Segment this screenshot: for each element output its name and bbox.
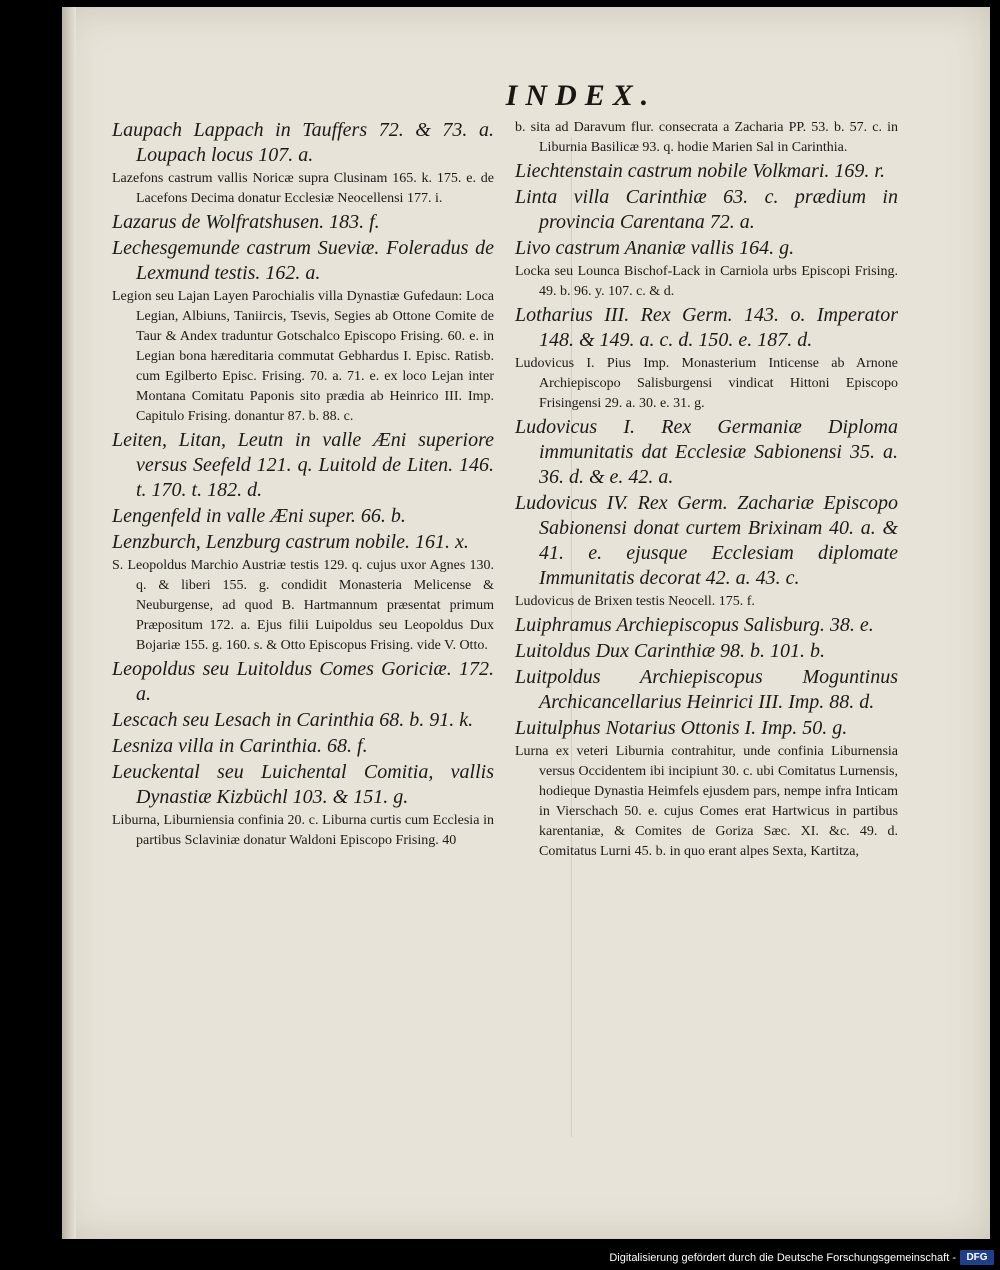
index-entry: Ludovicus I. Rex Germaniæ Diploma immunitatis dat Ecclesiæ Sabionensi 35. a. 36. d. & e. 42. a.	[515, 416, 898, 488]
index-entry: Laupach Lappach in Tauffers 72. & 73. a. Loupach locus 107. a.	[112, 119, 494, 166]
index-entry: Lazarus de Wolfratshusen. 183. f.	[112, 211, 380, 233]
index-entry: Legion seu Lajan Layen Parochialis villa Dynastiæ Gufedaun: Loca Legian, Albiuns, Taniircis, Tsevis, Segies ab Ottone Comite de Taur & Andex traduntur Gotschalco Episcopo Frising. 60. e. in Legian bona hæreditaria commutat Gebhardus I. Episc. Ratisb. cum Egilberto Episc. Frising. 70. a. 71. e. ex loco Lejan inter Montana Comitatu Paponis sito prædia ab Heinrico III. Imp. Capitulo Frising. donantur 87. b. 88. c.	[112, 289, 494, 424]
index-entry: Liechtenstain castrum nobile Volkmari. 169. r.	[515, 160, 885, 182]
index-entry: Lesniza villa in Carinthia. 68. f.	[112, 735, 368, 757]
index-entry: Lazefons castrum vallis Noricæ supra Clusinam 165. k. 175. e. de Lacefons Decima donatur Ecclesiæ Neocellensi 177. i.	[112, 171, 494, 206]
index-entry: Leuckental seu Luichental Comitia, vallis Dynastiæ Kizbüchl 103. & 151. g.	[112, 761, 494, 808]
index-entry: Leopoldus seu Luitoldus Comes Goriciæ. 172. a.	[112, 658, 494, 705]
index-entry: Lengenfeld in valle Æni super. 66. b.	[112, 505, 406, 527]
index-entry: Liburna, Liburniensia confinia 20. c. Liburna curtis cum Ecclesia in partibus Sclaviniæ donatur Waldoni Episcopo Frising. 40	[112, 813, 494, 848]
index-entry: Leiten, Litan, Leutn in valle Æni superiore versus Seefeld 121. q. Luitold de Liten. 146. t. 170. t. 182. d.	[112, 429, 494, 501]
index-entry: Lescach seu Lesach in Carinthia 68. b. 91. k.	[112, 709, 474, 731]
index-entry: Ludovicus de Brixen testis Neocell. 175. f.	[515, 594, 755, 609]
index-entry: Livo castrum Ananiæ vallis 164. g.	[515, 237, 795, 259]
index-entry: b. sita ad Daravum flur. consecrata a Zacharia PP. 53. b. 57. c. in Liburnia Basilicæ 93. q. hodie Marien Sal in Carinthia.	[515, 120, 898, 155]
index-entry: Luitpoldus Archiepiscopus Moguntinus Archicancellarius Heinrici III. Imp. 88. d.	[515, 666, 898, 713]
index-entry: Lechesgemunde castrum Sueviæ. Foleradus de Lexmund testis. 162. a.	[112, 237, 494, 284]
index-entry: Ludovicus I. Pius Imp. Monasterium Inticense ab Arnone Archiepiscopo Salisburgensi vindicat Hittoni Episcopo Frisingensi 29. a. 30. e. 31. g.	[515, 356, 898, 411]
index-entry: Lenzburch, Lenzburg castrum nobile. 161. x.	[112, 531, 469, 553]
index-entry: Linta villa Carinthiæ 63. c. prædium in provincia Carentana 72. a.	[515, 186, 898, 233]
index-entry: Luitulphus Notarius Ottonis I. Imp. 50. g.	[515, 717, 848, 739]
index-entry: Lotharius III. Rex Germ. 143. o. Imperator 148. & 149. a. c. d. 150. e. 187. d.	[515, 304, 898, 351]
index-entry: Luitoldus Dux Carinthiæ 98. b. 101. b.	[515, 640, 826, 662]
footer-credit: Digitalisierung gefördert durch die Deutsche Forschungsgemeinschaft -	[609, 1252, 956, 1264]
index-column-right	[515, 118, 898, 863]
index-column-left	[112, 118, 494, 852]
dfg-logo: DFG	[960, 1250, 994, 1265]
index-entry: Lurna ex veteri Liburnia contrahitur, unde confinia Liburnensia versus Occidentem ibi incipiunt 30. c. ubi Comitatus Lurnensis, hodieque Dynastia Heimfels ejusdem pars, nempe infra Inticam in Vierschach 50. e. cujus Comes erat Hartwicus in partibus karentaniæ, & Comites de Goriza Sæc. XI. &c. 49. d. Comitatus Lurni 45. b. in quo erant alpes Sexta, Kartitza,	[515, 744, 898, 859]
index-entry: Ludovicus IV. Rex Germ. Zachariæ Episcopo Sabionensi donat curtem Brixinam 40. a. & 41. e. ejusque Ecclesiam diplomate Immunitatis decorat 42. a. 43. c.	[515, 492, 898, 589]
page-title: INDEX.	[505, 79, 657, 112]
index-entry: S. Leopoldus Marchio Austriæ testis 129. q. cujus uxor Agnes 130. q. & liberi 155. g. condidit Monasteria Melicense & Neuburgense, ad quod B. Hartmannum præsentat primum Præpositum 172. a. Ejus filii Luipoldus seu Leopoldus Dux Bojariæ 155. g. 160. s. & Otto Episcopus Frising. vide V. Otto.	[112, 558, 494, 653]
index-entry: Locka seu Lounca Bischof-Lack in Carniola urbs Episcopi Frising. 49. b. 96. y. 107. c. & d.	[515, 264, 898, 299]
index-entry: Luiphramus Archiepiscopus Salisburg. 38. e.	[515, 614, 874, 636]
page-spine-shadow	[62, 7, 76, 1239]
